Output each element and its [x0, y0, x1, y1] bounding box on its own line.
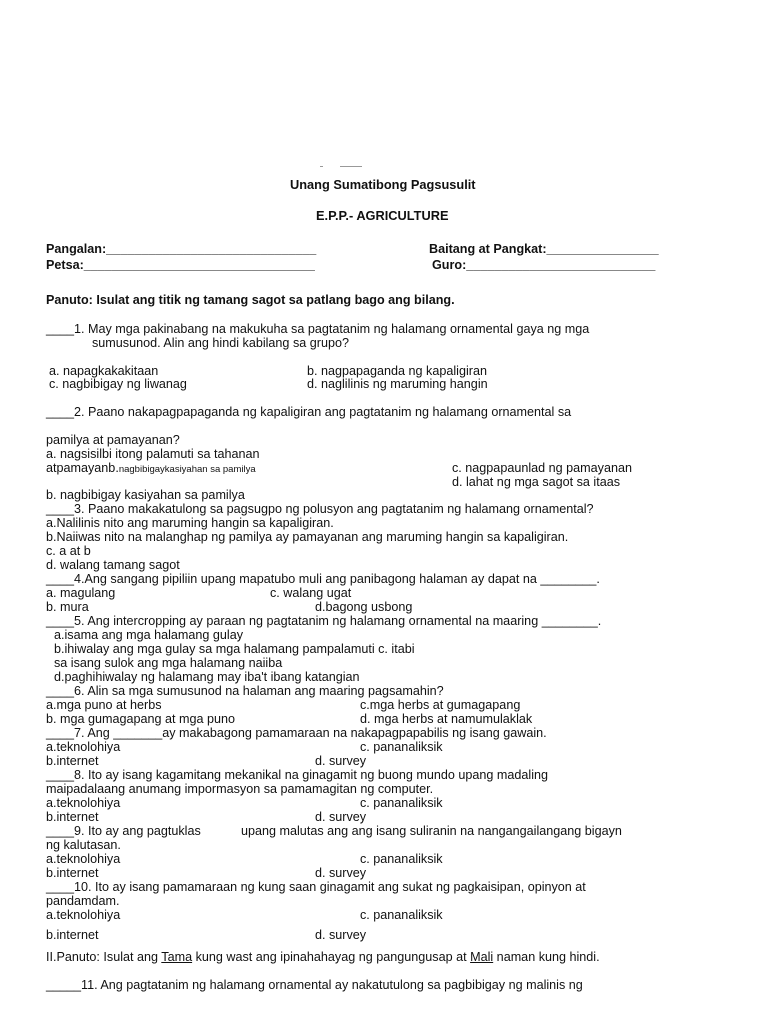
q2-option-c: c. nagpapaunlad ng pamayanan — [452, 461, 632, 475]
q3-option-b: b.Naiiwas nito na malanghap ng pamilya ay pamayanan ang maruming hangin sa kapaligiran. — [46, 530, 569, 544]
part-2-text-post: naman kung hindi. — [493, 950, 600, 964]
question-1: ____1. May mga pakinabang na makukuha sa pagtatanim ng halamang ornamental gaya ng mga — [46, 322, 590, 336]
q5-option-c-cont: sa isang sulok ang mga halamang naiiba — [54, 656, 283, 670]
q4-option-d: d.bagong usbong — [315, 600, 413, 614]
question-1-cont: sumusunod. Alin ang hindi kabilang sa grupo? — [92, 336, 349, 350]
q8-option-c: c. pananaliksik — [360, 796, 443, 810]
date-field: Petsa:_________________________________ — [46, 258, 315, 272]
part-2-instructions — [46, 950, 600, 964]
question-9-cont: ng kalutasan. — [46, 838, 121, 852]
q8-option-b: b.internet — [46, 810, 99, 824]
q3-option-a: a.Nalilinis nito ang maruming hangin sa kapaligiran. — [46, 516, 334, 530]
q1-option-d: d. naglilinis ng maruming hangin — [307, 377, 488, 391]
teacher-field: Guro:___________________________ — [432, 258, 656, 272]
q6-option-c: c.mga herbs at gumagapang — [360, 698, 521, 712]
q7-option-b: b.internet — [46, 754, 99, 768]
q5-option-b: b.ihiwalay ang mga gulay sa mga halamang pampalamuti c. itabi — [54, 642, 415, 656]
mali-keyword: Mali — [470, 950, 494, 964]
question-8-cont: maipadalaang anumang impormasyon sa pamamagitan ng computer. — [46, 782, 434, 796]
q9-option-d: d. survey — [315, 866, 367, 880]
part-2-text-pre: II.Panuto: Isulat ang — [46, 950, 162, 964]
q2-option-a: a. nagsisilbi itong palamuti sa tahanan — [46, 447, 260, 461]
question-2-cont: pamilya at pamayanan? — [46, 433, 180, 447]
question-9-rest: upang malutas ang ang isang suliranin na nangangailangang bigayn — [241, 824, 622, 838]
scan-artifact — [318, 164, 366, 170]
q1-option-c: c. nagbibigay ng liwanag — [49, 377, 187, 391]
question-6: ____6. Alin sa mga sumusunod na halaman ang maaring pagsamahin? — [46, 684, 444, 698]
q7-option-d: d. survey — [315, 754, 367, 768]
exam-title: Unang Sumatibong Pagsusulit — [290, 177, 476, 192]
instructions: Panuto: Isulat ang titik ng tamang sagot sa patlang bago ang bilang. — [46, 293, 455, 307]
q4-option-b: b. mura — [46, 600, 89, 614]
question-5: ____5. Ang intercropping ay paraan ng pagtatanim ng halamang ornamental na maaring ________. — [46, 614, 602, 628]
q3-option-d: d. walang tamang sagot — [46, 558, 180, 572]
q2-option-d: d. lahat ng mga sagot sa itaas — [452, 475, 621, 489]
question-8: ____8. Ito ay isang kagamitang mekanikal na ginagamit ng buong mundo upang madaling — [46, 768, 548, 782]
question-10-cont: pandamdam. — [46, 894, 120, 908]
q5-option-d: d.paghihiwalay ng halamang may iba't ibang katangian — [54, 670, 360, 684]
q5-option-a: a.isama ang mga halamang gulay — [54, 628, 244, 642]
question-9: ____9. Ito ay ang pagtuklas — [46, 824, 201, 838]
q6-option-d: d. mga herbs at namumulaklak — [360, 712, 533, 726]
grade-section-field: Baitang at Pangkat:________________ — [429, 242, 659, 256]
question-3: ____3. Paano makakatulong sa pagsugpo ng polusyon ang pagtatanim ng halamang ornamental? — [46, 502, 594, 516]
q10-option-b: b.internet — [46, 928, 99, 942]
q2-overlap-text: atpamayanb. — [46, 461, 119, 475]
exam-subject: E.P.P.- AGRICULTURE — [316, 208, 449, 223]
q3-option-c: c. a at b — [46, 544, 91, 558]
question-7: ____7. Ang _______ay makabagong pamamaraan na nakapagpapabilis ng isang gawain. — [46, 726, 547, 740]
q10-option-a: a.teknolohiya — [46, 908, 121, 922]
q4-option-c: c. walang ugat — [270, 586, 352, 600]
part-2-text-mid: kung wast ang ipinahahayag ng pangungusap at — [192, 950, 471, 964]
name-field: Pangalan:______________________________ — [46, 242, 317, 256]
question-4: ____4.Ang sangang pipiliin upang mapatubo muli ang panibagong halaman ay dapat na ________. — [46, 572, 600, 586]
q9-option-b: b.internet — [46, 866, 99, 880]
q9-option-a: a.teknolohiya — [46, 852, 121, 866]
q7-option-a: a.teknolohiya — [46, 740, 121, 754]
tama-keyword: Tama — [161, 950, 193, 964]
question-10: ____10. Ito ay isang pamamaraan ng kung saan ginagamit ang sukat ng pagkaisipan, opinyon at — [46, 880, 586, 894]
q8-option-a: a.teknolohiya — [46, 796, 121, 810]
q4-option-a: a. magulang — [46, 586, 116, 600]
question-11: _____11. Ang pagtatanim ng halamang ornamental ay nakatutulong sa pagbibigay ng malinis ng — [46, 978, 583, 992]
q2-overlap-small: nagbibigaykasiyahan sa pamilya — [118, 464, 256, 475]
q10-option-c: c. pananaliksik — [360, 908, 443, 922]
q2-overlap-line — [46, 461, 256, 477]
q9-option-c: c. pananaliksik — [360, 852, 443, 866]
question-2: ____2. Paano nakapagpapaganda ng kapaligiran ang pagtatanim ng halamang ornamental sa — [46, 405, 572, 419]
q6-option-b: b. mga gumagapang at mga puno — [46, 712, 236, 726]
q6-option-a: a.mga puno at herbs — [46, 698, 162, 712]
q7-option-c: c. pananaliksik — [360, 740, 443, 754]
q1-option-a: a. napagkakakitaan — [49, 364, 159, 378]
q1-option-b: b. nagpapaganda ng kapaligiran — [307, 364, 487, 378]
q2-option-b: b. nagbibigay kasiyahan sa pamilya — [46, 488, 245, 502]
q8-option-d: d. survey — [315, 810, 367, 824]
q10-option-d: d. survey — [315, 928, 367, 942]
